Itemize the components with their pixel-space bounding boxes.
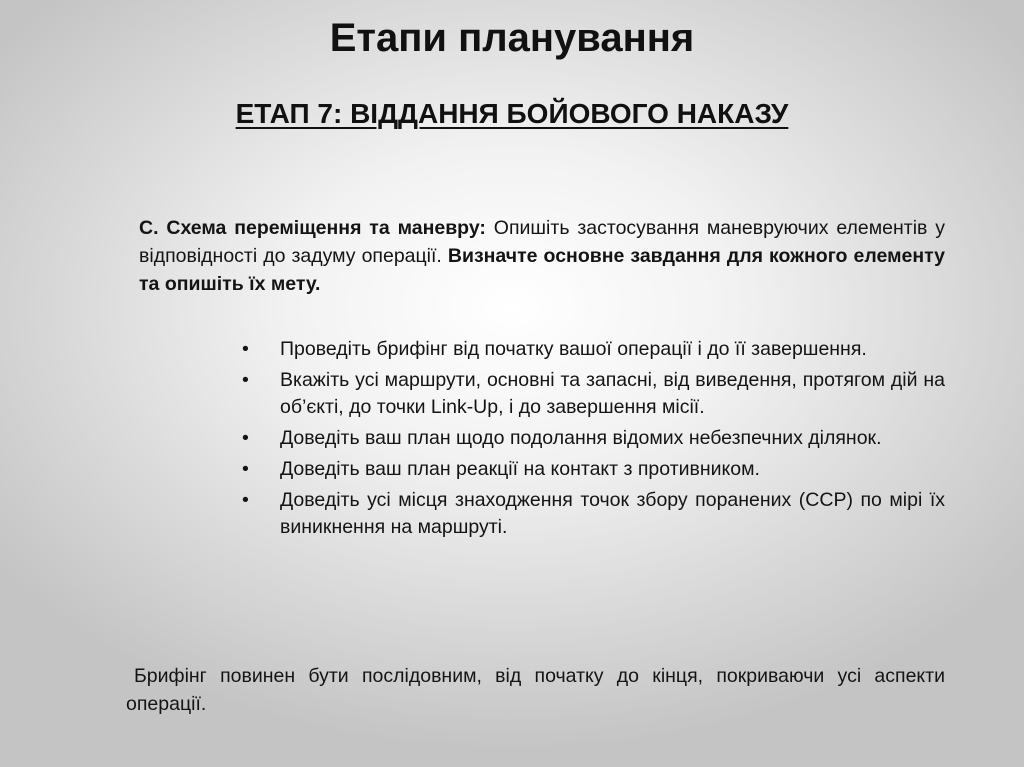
- bullet-text: Доведіть усі місця знаходження точок збору поранених (ССР) по мірі їх виникнення на маршруті.: [280, 489, 945, 538]
- bullet-item: [238, 425, 945, 452]
- bullet-icon: •: [242, 338, 249, 360]
- bullet-item: [238, 367, 945, 421]
- bullet-icon: •: [242, 489, 249, 511]
- slide-title: Етапи планування: [329, 16, 695, 60]
- intro-paragraph: [139, 214, 945, 298]
- bullet-icon: •: [242, 458, 249, 480]
- bullet-text: Доведіть ваш план щодо подолання відомих небезпечних ділянок.: [280, 427, 882, 449]
- slide-subtitle-text: ЕТАП 7: ВІДДАННЯ БОЙОВОГО НАКАЗУ: [235, 98, 789, 129]
- intro-emphasis: Визначте основне завдання для кожного елементу та опишіть їх мету.: [139, 245, 945, 295]
- bullet-text: Проведіть брифінг від початку вашої операції і до її завершення.: [280, 338, 867, 360]
- bullet-text: Доведіть ваш план реакції на контакт з противником.: [280, 458, 760, 480]
- bullet-item: [238, 456, 945, 483]
- bullet-icon: •: [242, 369, 249, 391]
- intro-text: Опишіть застосування маневруючих елементів у відповідності до задуму операції.: [139, 217, 945, 267]
- intro-heading: С. Схема переміщення та маневру:: [139, 217, 486, 239]
- bullet-text: Вкажіть усі маршрути, основні та запасні, від виведення, протягом дій на об’єкті, до точки Link-Up, і до завершення місії.: [280, 369, 945, 418]
- bullet-item: [238, 487, 945, 541]
- bullet-icon: •: [242, 427, 249, 449]
- bullet-item: [238, 336, 945, 363]
- closing-paragraph: Брифінг повинен бути послідовним, від початку до кінця, покриваючи усі аспекти операції.: [126, 665, 945, 715]
- bullet-list: [238, 336, 945, 545]
- slide-subtitle: [0, 96, 1024, 132]
